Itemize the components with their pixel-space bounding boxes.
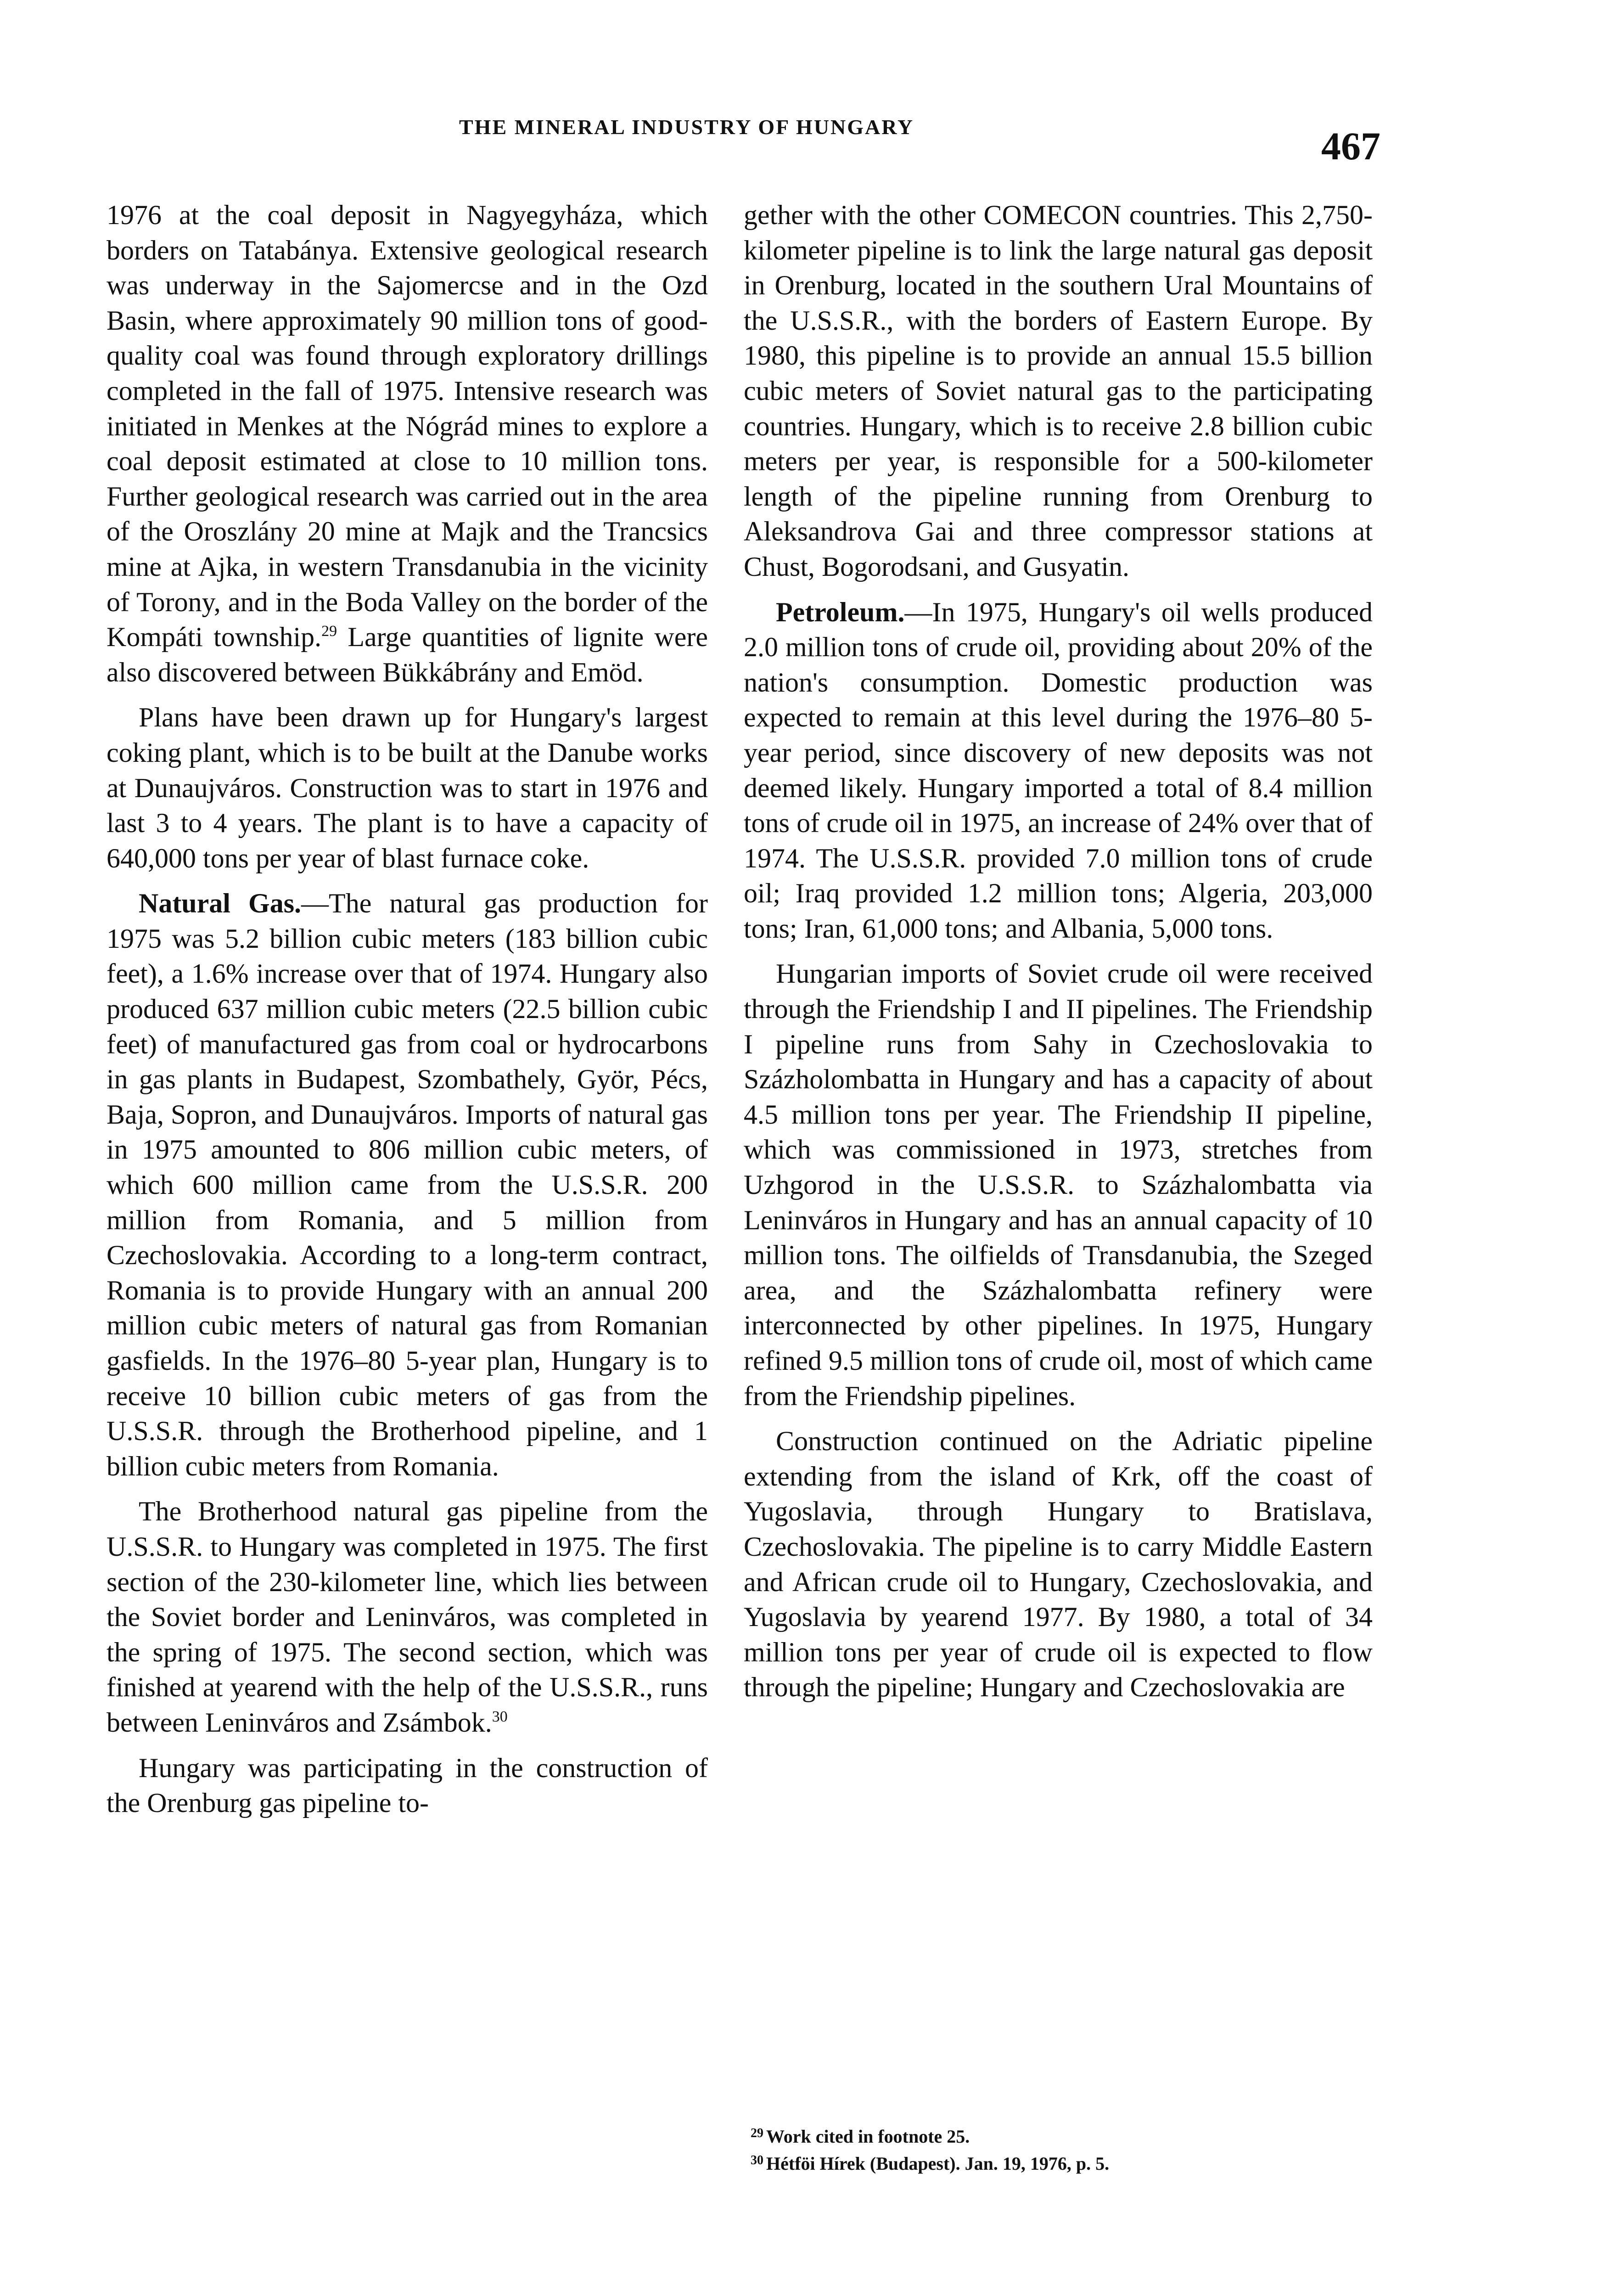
footnote-number: 30: [751, 2153, 763, 2167]
footnote-number: 29: [751, 2126, 763, 2140]
page-number: 467: [1321, 124, 1380, 168]
paragraph-text: —The natural gas production for 1975 was 5.2 billion cubic meters (183 billion cubic feet), a 1.6% increase over that of 1974. Hungary also produced 637 million cubic meters (22.5 billion cubic feet) of manufactured gas from coal or hydrocarbons in gas plants in Budapest, Szombathely, Györ, Pécs, Baja, Sopron, and Dunaujváros. Imports of natural gas in 1975 amounted to 806 million cubic meters, of which 600 million came from the U.S.S.R. 200 million from Romania, and 5 million from Czechoslovakia. According to a long-term contract, Romania is to provide Hungary with an annual 200 million cubic meters of natural gas from Romanian gasfields. In the 1976–80 5-year plan, Hungary is to receive 10 billion cubic meters of gas from the U.S.S.R. through the Brotherhood pipeline, and 1 billion cubic meters from Romania.: [107, 888, 708, 1481]
running-head: THE MINERAL INDUSTRY OF HUNGARY: [459, 115, 914, 139]
paragraph-adriatic-pipeline: Construction continued on the Adriatic pipeline extending from the island of Krk, off the coast of Yugoslavia, through Hungary to Bratislava, Czechoslovakia. The pipeline is to carry Middle Eastern and African crude oil to Hungary, Czechoslovakia, and Yugoslavia by yearend 1977. By 1980, a total of 34 million tons per year of crude oil is expected to flow through the pipeline; Hungary and Czechoslovakia are: [744, 1426, 1373, 1703]
paragraph-orenburg-continued: gether with the other COMECON countries. This 2,750-kilometer pipeline is to link the large natural gas deposit in Orenburg, located in the southern Ural Mountains of the U.S.S.R., with the borders of Eastern Europe. By 1980, this pipeline is to provide an annual 15.5 billion cubic meters of Soviet natural gas to the participating countries. Hungary, which is to receive 2.8 billion cubic meters per year, is responsible for a 500-kilometer length of the pipeline running from Orenburg to Aleksandrova Gai and three compressor stations at Chust, Bogorodsani, and Gusyatin.: [744, 200, 1373, 582]
right-column: [744, 197, 1373, 1715]
footnote-29: [751, 2122, 1375, 2149]
paragraph-natural-gas: [107, 886, 708, 1484]
section-heading-petroleum: Petroleum.: [776, 597, 905, 627]
left-column: [107, 197, 708, 1831]
paragraph-text: 1976 at the coal deposit in Nagyegyháza, which borders on Tatabánya. Extensive geological research was underway in the Sajomercse and in the Ozd Basin, where approximately 90 million tons of good-quality coal was found through exploratory drillings completed in the fall of 1975. Intensive research was initiated in Menkes at the Nógrád mines to explore a coal deposit estimated at close to 10 million tons. Further geological research was carried out in the area of the Oroszlány 20 mine at Majk and the Trancsics mine at Ajka, in western Transdanubia in the vicinity of Torony, and in the Boda Valley on the border of the Kompáti township.: [107, 200, 708, 653]
footnote-text: Hétföi Hírek (Budapest). Jan. 19, 1976, p. 5.: [766, 2153, 1110, 2174]
paragraph-orenburg: Hungary was participating in the construction of the Orenburg gas pipeline to-: [107, 1752, 708, 1818]
footnote-30: [751, 2149, 1375, 2176]
paragraph-friendship-pipelines: Hungarian imports of Soviet crude oil were received through the Friendship I and II pipelines. The Friendship I pipeline runs from Sahy in Czechoslovakia to Százholombatta in Hungary and has a capacity of about 4.5 million tons per year. The Friendship II pipeline, which was commissioned in 1973, stretches from Uzhgorod in the U.S.S.R. to Százhalombatta via Leninváros in Hungary and has an annual capacity of 10 million tons. The oilfields of Transdanubia, the Szeged area, and the Százhalombatta refinery were interconnected by other pipelines. In 1975, Hungary refined 9.5 million tons of crude oil, most of which came from the Friendship pipelines.: [744, 958, 1373, 1411]
section-heading-natural-gas: Natural Gas.: [139, 888, 302, 919]
footnote-ref-30[interactable]: 30: [492, 1708, 508, 1725]
paragraph-coking-plant: Plans have been drawn up for Hungary's largest coking plant, which is to be built at the Danube works at Dunaujváros. Construction was to start in 1976 and last 3 to 4 years. The plant is to have a capacity of 640,000 tons per year of blast furnace coke.: [107, 702, 708, 873]
footnotes: [751, 2122, 1375, 2176]
footnote-ref-29[interactable]: 29: [321, 623, 337, 640]
paragraph-text: —In 1975, Hungary's oil wells produced 2.0 million tons of crude oil, providing about 20% of the nation's consumption. Domestic production was expected to remain at this level during the 1976–80 5-year period, since discovery of new deposits was not deemed likely. Hungary imported a total of 8.4 million tons of crude oil in 1975, an increase of 24% over that of 1974. The U.S.S.R. provided 7.0 million tons of crude oil; Iraq provided 1.2 million tons; Algeria, 203,000 tons; Iran, 61,000 tons; and Albania, 5,000 tons.: [744, 597, 1373, 944]
footnote-text: Work cited in footnote 25.: [766, 2126, 970, 2147]
paragraph-brotherhood-pipeline: [107, 1494, 708, 1740]
paragraph-text: The Brotherhood natural gas pipeline from the U.S.S.R. to Hungary was completed in 1975. The first section of the 230-kilometer line, which lies between the Soviet border and Leninváros, was completed in the spring of 1975. The second section, which was finished at yearend with the help of the U.S.S.R., runs between Leninváros and Zsámbok.: [107, 1496, 708, 1738]
paragraph-petroleum: [744, 595, 1373, 946]
paragraph-text: Large quantities of lignite were also discovered between Bükkábrány and Emöd.: [107, 622, 708, 687]
paragraph-coal-deposits: [107, 197, 708, 690]
